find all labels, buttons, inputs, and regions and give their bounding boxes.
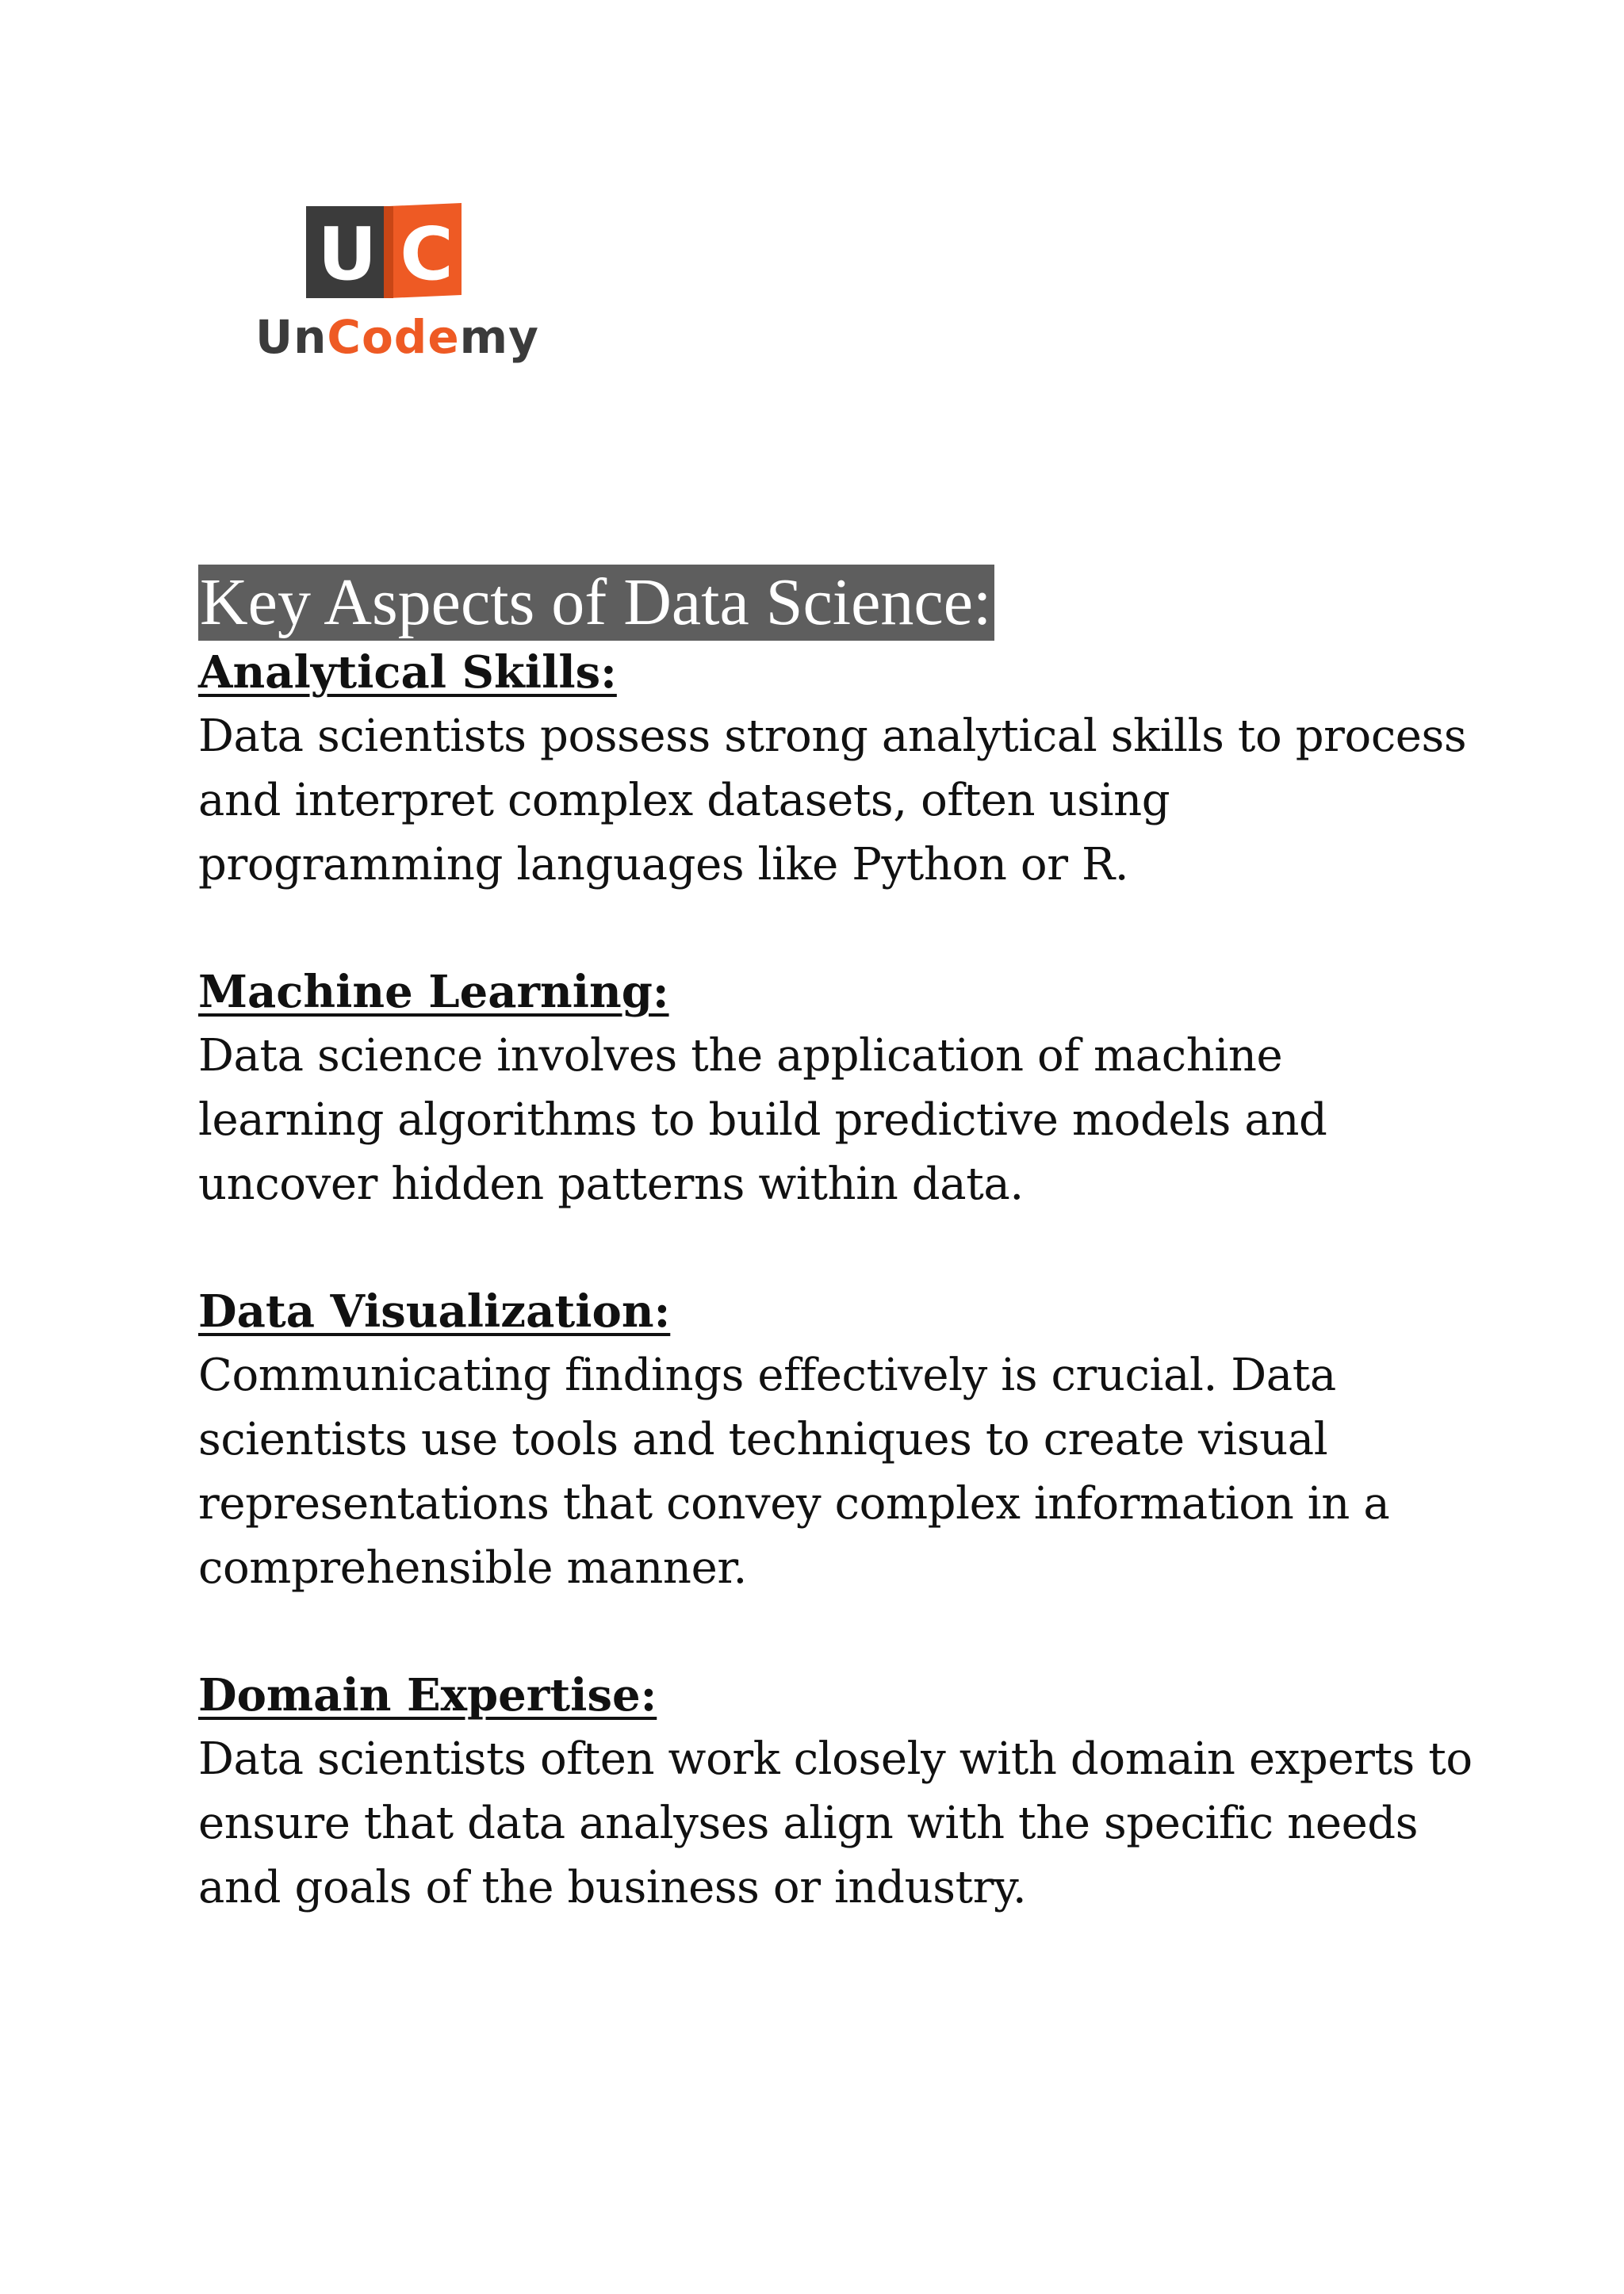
body-line: uncover hidden patterns within data. bbox=[198, 1158, 1024, 1210]
logo-wordmark bbox=[255, 310, 539, 364]
section-machine-learning bbox=[198, 960, 1483, 1216]
section-data-visualization bbox=[198, 1280, 1483, 1600]
page-title: Key Aspects of Data Science: bbox=[198, 565, 994, 641]
logo-wordmark-code: Code bbox=[327, 310, 460, 364]
uncodemy-logo bbox=[255, 203, 539, 370]
body-line: and goals of the business or industry. bbox=[198, 1862, 1027, 1913]
body-line: learning algorithms to build predictive models and bbox=[198, 1094, 1327, 1146]
logo-letter-u: U bbox=[317, 212, 377, 297]
body-line: Communicating findings effectively is crucial. Data bbox=[198, 1350, 1336, 1401]
section-body bbox=[198, 1024, 1483, 1216]
section-heading: Data Visualization: bbox=[198, 1285, 671, 1338]
body-line: ensure that data analyses align with the specific needs bbox=[198, 1798, 1419, 1849]
logo-wordmark-un: Un bbox=[255, 310, 327, 364]
body-line: and interpret complex datasets, often using bbox=[198, 775, 1170, 826]
body-line: Data scientists often work closely with domain experts to bbox=[198, 1733, 1473, 1785]
section-heading: Domain Expertise: bbox=[198, 1669, 657, 1721]
body-line: Data science involves the application of machine bbox=[198, 1030, 1283, 1082]
section-body bbox=[198, 1343, 1483, 1600]
section-analytical-skills bbox=[198, 641, 1483, 897]
section-heading: Analytical Skills: bbox=[198, 646, 617, 699]
body-line: programming languages like Python or R. bbox=[198, 839, 1129, 890]
uc-logo-mark bbox=[306, 203, 465, 298]
body-line: comprehensible manner. bbox=[198, 1542, 747, 1594]
section-body bbox=[198, 1727, 1483, 1920]
section-body bbox=[198, 704, 1483, 897]
logo-letter-c: C bbox=[400, 212, 454, 297]
document-content bbox=[198, 565, 1483, 1920]
body-line: representations that convey complex information in a bbox=[198, 1478, 1390, 1530]
body-line: scientists use tools and techniques to create visual bbox=[198, 1414, 1328, 1465]
section-domain-expertise bbox=[198, 1664, 1483, 1920]
body-line: Data scientists possess strong analytical skills to process bbox=[198, 710, 1467, 762]
logo-wordmark-my: my bbox=[459, 310, 539, 364]
section-heading: Machine Learning: bbox=[198, 966, 669, 1018]
